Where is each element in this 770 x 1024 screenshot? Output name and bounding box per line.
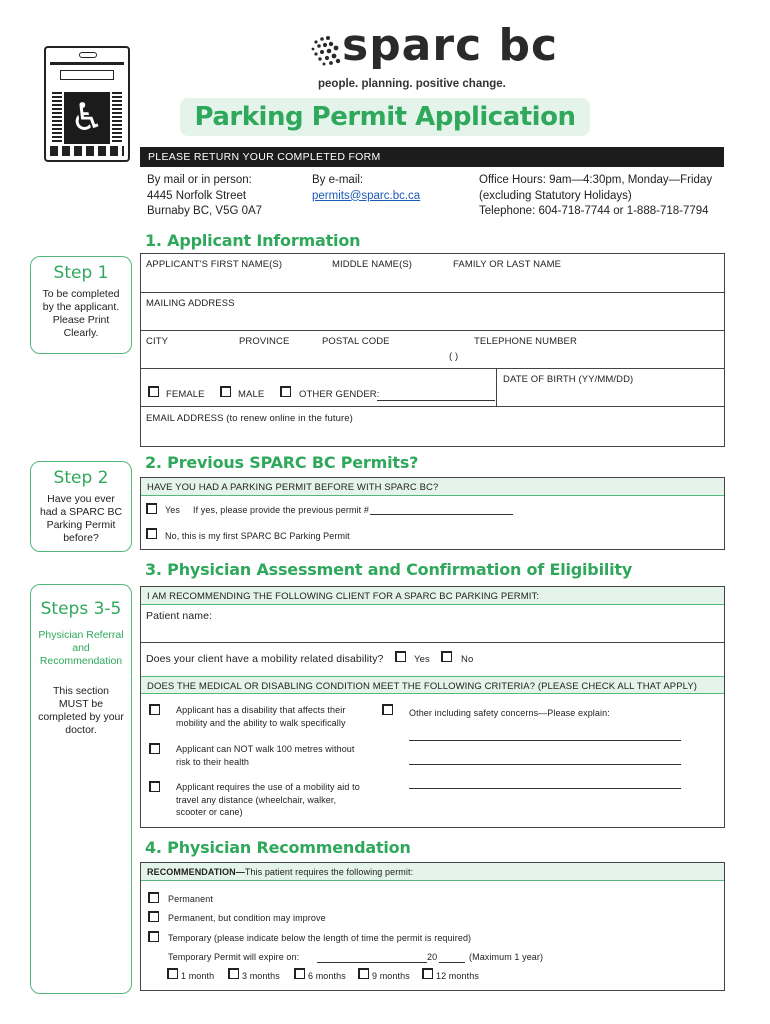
duration-6-months-label: 6 months (308, 971, 346, 981)
other-explain-line2[interactable] (409, 764, 681, 765)
other-criteria-label: Other including safety concerns—Please explain: (409, 708, 610, 718)
mobility-yes-checkbox[interactable] (395, 651, 406, 662)
recommendation-rest: This patient requires the following permit: (244, 867, 414, 877)
section4-heading: 4. Physician Recommendation (145, 838, 411, 857)
step2-box (30, 461, 132, 552)
hours-line2: (excluding Statutory Holidays) (479, 189, 632, 202)
duration-1-month-checkbox[interactable] (167, 968, 178, 979)
physician-recommendation-box (140, 862, 725, 991)
criteria1-label: Applicant has a disability that affects their mobility and the ability to walk specifically (176, 705, 346, 728)
sparc-logo-dots-icon (310, 34, 344, 68)
step2-title: Step 2 (53, 468, 109, 488)
mobility-question: Does your client have a mobility related disability? (146, 653, 384, 665)
permanent-label: Permanent (168, 894, 213, 904)
mailing-address-label: MAILING ADDRESS (146, 298, 235, 309)
middle-name-label: MIDDLE NAME(S) (332, 259, 413, 270)
step1-desc: To be completed by the applicant. Please Print Clearly. (42, 288, 120, 339)
page-title: Parking Permit Application (194, 102, 576, 132)
email-link[interactable]: permits@sparc.bc.ca (312, 189, 421, 202)
mobility-no-label: No (461, 654, 474, 665)
tagline: people. planning. positive change. (318, 78, 506, 90)
mail-heading: By mail or in person: (147, 174, 252, 186)
hours-line1: Office Hours: 9am—4:30pm, Monday—Friday (479, 174, 713, 186)
duration-12-months-checkbox[interactable] (422, 968, 433, 979)
office-hours (479, 173, 712, 220)
previous-permit-number-label: If yes, please provide the previous permit # (193, 505, 369, 515)
mail-address-line1: 4445 Norfolk Street (147, 189, 247, 202)
telephone-area-code: ( ) (449, 351, 459, 362)
last-name-label: FAMILY OR LAST NAME (453, 259, 562, 270)
temporary-label: Temporary (please indicate below the length of time the permit is required) (168, 933, 472, 943)
patient-name-label: Patient name: (146, 610, 213, 622)
duration-9-months-label: 9 months (372, 971, 410, 981)
duration-9-months-checkbox[interactable] (358, 968, 369, 979)
step3-desc: This section MUST be completed by your doctor. (38, 685, 124, 736)
mobility-yes-label: Yes (414, 654, 430, 665)
first-permit-label: No, this is my first SPARC BC Parking Permit (165, 531, 350, 541)
other-gender-input[interactable] (377, 400, 495, 401)
other-explain-line1[interactable] (409, 740, 681, 741)
duration-1-month-label: 1 month (181, 971, 215, 981)
max-duration-note: (Maximum 1 year) (469, 952, 544, 962)
city-label: CITY (146, 336, 169, 347)
criteria2-checkbox[interactable] (149, 743, 160, 754)
page-title-banner (180, 98, 590, 136)
step1-title: Step 1 (53, 263, 109, 283)
female-label: FEMALE (166, 389, 205, 400)
criteria2-label: Applicant can NOT walk 100 metres without risk to their health (176, 744, 355, 767)
hours-line3: Telephone: 604-718-7744 or 1-888-718-7794 (479, 205, 709, 217)
step1-box (30, 256, 132, 354)
expire-label: Temporary Permit will expire on: (168, 952, 300, 962)
recommendation-label (147, 867, 413, 877)
permanent-checkbox[interactable] (148, 892, 159, 903)
permanent-improve-checkbox[interactable] (148, 911, 159, 922)
section3-heading: 3. Physician Assessment and Confirmation of Eligibility (145, 560, 633, 579)
female-checkbox[interactable] (148, 386, 159, 397)
temporary-checkbox[interactable] (148, 931, 159, 942)
mobility-no-checkbox[interactable] (441, 651, 452, 662)
previous-permit-yes-checkbox[interactable] (146, 503, 157, 514)
other-gender-label: OTHER GENDER: (299, 389, 380, 400)
duration-3-months-checkbox[interactable] (228, 968, 239, 979)
other-gender-checkbox[interactable] (280, 386, 291, 397)
physician-assessment-box (140, 586, 725, 828)
male-checkbox[interactable] (220, 386, 231, 397)
criteria1-checkbox[interactable] (149, 704, 160, 715)
first-name-label: APPLICANT'S FIRST NAME(S) (146, 259, 283, 270)
duration-3-months-label: 3 months (242, 971, 280, 981)
permanent-improve-label: Permanent, but condition may improve (168, 913, 326, 923)
dob-label: DATE OF BIRTH (YY/MM/DD) (503, 374, 634, 385)
criteria-question: DOES THE MEDICAL OR DISABLING CONDITION MEET THE FOLLOWING CRITERIA? (PLEASE CHECK ALL THAT APPLY) (147, 681, 698, 692)
parking-permit-icon: ♿ (44, 46, 130, 162)
section1-heading: 1. Applicant Information (145, 231, 361, 250)
criteria3-label: Applicant requires the use of a mobility aid to travel any distance (wheelchair, walker, scooter or cane) (176, 782, 360, 817)
other-criteria-checkbox[interactable] (382, 704, 393, 715)
male-label: MALE (238, 389, 265, 400)
email-contact (312, 173, 420, 204)
duration-12-months-label: 12 months (436, 971, 479, 981)
previous-permit-question: HAVE YOU HAD A PARKING PERMIT BEFORE WITH SPARC BC? (147, 482, 439, 493)
mail-address-line2: Burnaby BC, V5G 0A7 (147, 205, 263, 217)
applicant-info-box (140, 253, 725, 447)
criteria3-checkbox[interactable] (149, 781, 160, 792)
other-explain-line3[interactable] (409, 788, 681, 789)
email-address-label: EMAIL ADDRESS (to renew online in the future) (146, 413, 353, 424)
province-label: PROVINCE (239, 336, 290, 347)
step2-desc: Have you ever had a SPARC BC Parking Permit before? (39, 493, 123, 544)
telephone-label: TELEPHONE NUMBER (474, 336, 577, 347)
return-form-bar: PLEASE RETURN YOUR COMPLETED FORM (140, 147, 724, 167)
step3-subtitle: Physician Referral and Recommendation (38, 629, 124, 667)
step3-title: Steps 3-5 (40, 599, 122, 619)
recommendation-bold: RECOMMENDATION— (147, 867, 245, 877)
step3-box (30, 584, 132, 994)
expire-year-prefix: 20 (427, 952, 438, 962)
recommending-label: I AM RECOMMENDING THE FOLLOWING CLIENT FOR A SPARC BC PARKING PERMIT: (147, 591, 540, 602)
previous-permit-yes-label: Yes (165, 505, 180, 515)
duration-6-months-checkbox[interactable] (294, 968, 305, 979)
expire-year-input[interactable] (439, 962, 465, 963)
postal-code-label: POSTAL CODE (322, 336, 390, 347)
sparc-logo-text: sparc bc (342, 20, 559, 71)
section2-heading: 2. Previous SPARC BC Permits? (145, 453, 419, 472)
first-permit-checkbox[interactable] (146, 528, 157, 539)
previous-permit-box (140, 477, 725, 550)
email-heading: By e-mail: (312, 174, 364, 186)
expire-date-input[interactable] (317, 962, 427, 963)
mail-contact (147, 173, 262, 220)
previous-permit-number-input[interactable] (370, 514, 513, 515)
